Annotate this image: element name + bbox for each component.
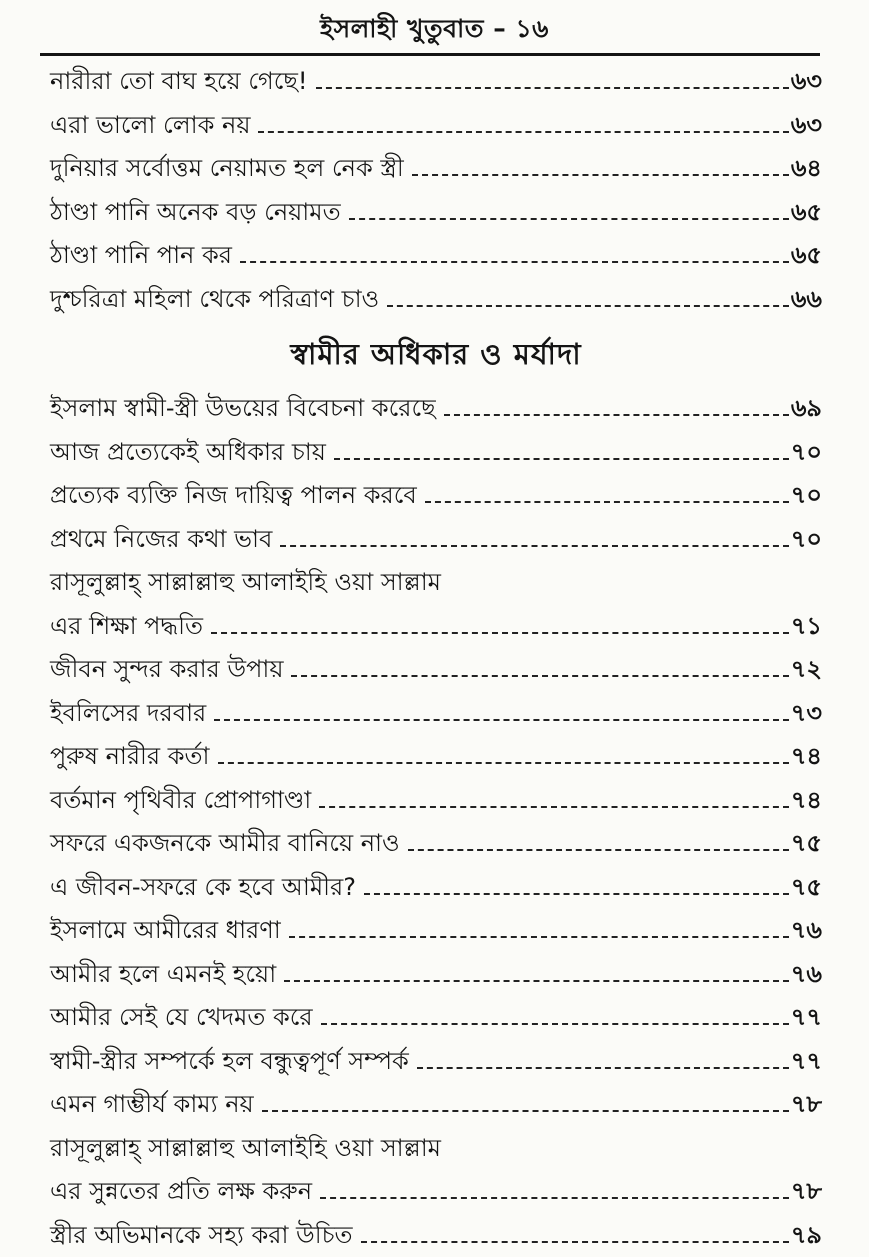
toc-entry-title: এরা ভালো লোক নয় bbox=[50, 104, 258, 148]
toc-entry-title: আমীর হলে এমনই হয়ো bbox=[50, 953, 284, 997]
dot-leader bbox=[387, 305, 789, 307]
toc-entry-page: ৭০ bbox=[789, 474, 822, 518]
toc-entry bbox=[50, 234, 822, 278]
toc-entry bbox=[50, 692, 822, 736]
toc-entry-page: ৭৯ bbox=[789, 1214, 822, 1257]
dot-leader bbox=[349, 218, 789, 220]
toc-entry bbox=[50, 1040, 822, 1084]
toc-entry-title: দুনিয়ার সর্বোত্তম নেয়ামত হল নেক স্ত্রী bbox=[50, 147, 412, 191]
toc-entry-page: ৭৬ bbox=[789, 953, 822, 997]
toc-entry-title: ইসলামে আমীরের ধারণা bbox=[50, 909, 289, 953]
toc-entry-title: নারীরা তো বাঘ হয়ে গেছে! bbox=[50, 60, 316, 104]
section-heading: স্বামীর অধিকার ও মর্যাদা bbox=[50, 321, 822, 387]
dot-leader bbox=[408, 849, 789, 851]
toc-entry-title: আজ প্রত্যেকেই অধিকার চায় bbox=[50, 431, 334, 475]
toc-entry bbox=[50, 1083, 822, 1127]
toc-entry-page: ৬৩ bbox=[789, 60, 822, 104]
toc-entry-title: বর্তমান পৃথিবীর প্রোপাগাণ্ডা bbox=[50, 779, 319, 823]
toc-entry-title: সফরে একজনকে আমীর বানিয়ে নাও bbox=[50, 822, 408, 866]
dot-leader bbox=[321, 1023, 789, 1025]
toc-entry-page: ৭০ bbox=[789, 518, 822, 562]
toc-entry-page: ৬৬ bbox=[789, 278, 822, 322]
dot-leader bbox=[425, 501, 789, 503]
toc-entry bbox=[50, 387, 822, 431]
toc-entry bbox=[50, 953, 822, 997]
dot-leader bbox=[214, 719, 789, 721]
toc-entry-page: ৬৫ bbox=[789, 234, 822, 278]
toc-entry bbox=[50, 191, 822, 235]
toc-entry-first-line: রাসূলুল্লাহ্‌ সাল্লাল্লাহু আলাইহি ওয়া সাল্লাম bbox=[50, 1127, 822, 1171]
toc-entry bbox=[50, 822, 822, 866]
toc-entry bbox=[50, 866, 822, 910]
dot-leader bbox=[218, 762, 789, 764]
toc-entry-page: ৭৫ bbox=[789, 866, 822, 910]
toc-entry-title: ইসলাম স্বামী-স্ত্রী উভয়ের বিবেচনা করেছে bbox=[50, 387, 444, 431]
dot-leader bbox=[319, 806, 789, 808]
toc-entry-title: ঠাণ্ডা পানি অনেক বড় নেয়ামত bbox=[50, 191, 349, 235]
toc-entry bbox=[50, 147, 822, 191]
dot-leader bbox=[258, 131, 788, 133]
toc-entry-page: ৭৫ bbox=[789, 822, 822, 866]
toc-entry-page: ৬৪ bbox=[789, 147, 822, 191]
toc-entry bbox=[50, 60, 822, 104]
dot-leader bbox=[289, 936, 789, 938]
table-of-contents bbox=[50, 60, 822, 1257]
dot-leader bbox=[316, 87, 789, 89]
toc-entry bbox=[50, 474, 822, 518]
toc-entry-title: এমন গাম্ভীর্য কাম্য নয় bbox=[50, 1083, 262, 1127]
dot-leader bbox=[280, 545, 788, 547]
running-header-title: ইসলাহী খুতুবাত – ১৬ bbox=[0, 12, 869, 46]
toc-entry-page: ৭৮ bbox=[789, 1083, 822, 1127]
toc-entry-title: ইবলিসের দরবার bbox=[50, 692, 214, 736]
toc-entry-title: পুরুষ নারীর কর্তা bbox=[50, 735, 218, 779]
toc-entry bbox=[50, 648, 822, 692]
toc-entry-page: ৭৪ bbox=[789, 735, 822, 779]
toc-entry bbox=[50, 735, 822, 779]
header-rule bbox=[40, 53, 820, 56]
toc-entry-page: ৭৩ bbox=[789, 692, 822, 736]
toc-entry-page: ৬৯ bbox=[789, 387, 822, 431]
toc-entry bbox=[50, 278, 822, 322]
toc-entry-page: ৭৪ bbox=[789, 779, 822, 823]
toc-entry bbox=[50, 1170, 822, 1214]
toc-entry-title: ঠাণ্ডা পানি পান কর bbox=[50, 234, 240, 278]
toc-entry bbox=[50, 1214, 822, 1257]
toc-entry-title: দুশ্চরিত্রা মহিলা থেকে পরিত্রাণ চাও bbox=[50, 278, 387, 322]
dot-leader bbox=[364, 893, 789, 895]
toc-entry bbox=[50, 518, 822, 562]
dot-leader bbox=[412, 174, 789, 176]
toc-entry-first-line: রাসূলুল্লাহ্‌ সাল্লাল্লাহু আলাইহি ওয়া সাল্লাম bbox=[50, 561, 822, 605]
dot-leader bbox=[417, 1067, 789, 1069]
toc-entry bbox=[50, 431, 822, 475]
dot-leader bbox=[211, 632, 789, 634]
toc-entry-title: এর সুন্নতের প্রতি লক্ষ করুন bbox=[50, 1170, 320, 1214]
toc-entry-page: ৭২ bbox=[789, 648, 822, 692]
dot-leader bbox=[334, 458, 789, 460]
dot-leader bbox=[361, 1241, 789, 1243]
toc-entry bbox=[50, 104, 822, 148]
dot-leader bbox=[262, 1110, 789, 1112]
toc-entry-title: এর শিক্ষা পদ্ধতি bbox=[50, 605, 211, 649]
toc-entry-page: ৬৫ bbox=[789, 191, 822, 235]
toc-entry-page: ৭৭ bbox=[789, 996, 822, 1040]
toc-entry-page: ৭১ bbox=[789, 605, 822, 649]
toc-entry-page: ৭৮ bbox=[789, 1170, 822, 1214]
toc-entry-title: স্ত্রীর অভিমানকে সহ্য করা উচিত bbox=[50, 1214, 361, 1257]
dot-leader bbox=[320, 1197, 789, 1199]
toc-entry-title: জীবন সুন্দর করার উপায় bbox=[50, 648, 291, 692]
toc-entry-title: প্রথমে নিজের কথা ভাব bbox=[50, 518, 280, 562]
toc-entry bbox=[50, 779, 822, 823]
toc-entry bbox=[50, 605, 822, 649]
toc-entry-title: প্রত্যেক ব্যক্তি নিজ দায়িত্ব পালন করবে bbox=[50, 474, 425, 518]
dot-leader bbox=[291, 675, 788, 677]
toc-entry-page: ৬৩ bbox=[789, 104, 822, 148]
toc-entry-page: ৭৬ bbox=[789, 909, 822, 953]
toc-entry-page: ৭৭ bbox=[789, 1040, 822, 1084]
dot-leader bbox=[284, 980, 789, 982]
toc-entry bbox=[50, 996, 822, 1040]
dot-leader bbox=[444, 414, 789, 416]
toc-entry-title: আমীর সেই যে খেদমত করে bbox=[50, 996, 321, 1040]
toc-entry bbox=[50, 909, 822, 953]
toc-entry-title: এ জীবন-সফরে কে হবে আমীর? bbox=[50, 866, 364, 910]
toc-entry-title: স্বামী-স্ত্রীর সম্পর্কে হল বন্ধুত্বপূর্ণ সম্পর্ক bbox=[50, 1040, 417, 1084]
dot-leader bbox=[240, 261, 789, 263]
toc-entry-page: ৭০ bbox=[789, 431, 822, 475]
